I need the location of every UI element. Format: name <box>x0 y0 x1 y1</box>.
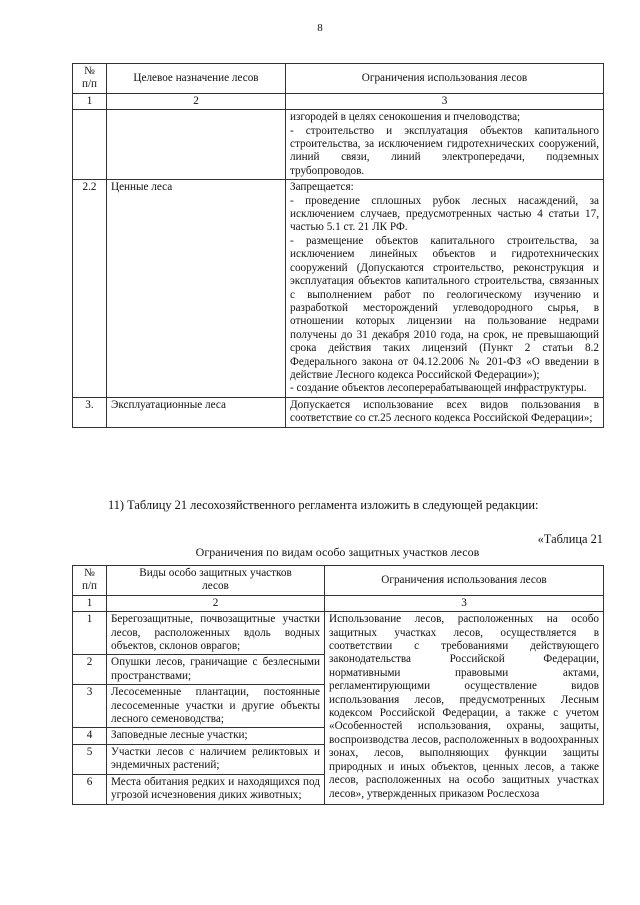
index-cell: 1 <box>73 93 107 109</box>
header-restrictions: Ограничения использования лесов <box>286 64 604 94</box>
table-row <box>73 612 604 655</box>
header-area-types: Виды особо защитных участков лесов <box>107 566 325 596</box>
table-caption: «Таблица 21 <box>537 532 603 546</box>
forest-purpose-table <box>72 63 604 428</box>
row-area-type: Опушки лесов, граничащие с безлесными пространствами; <box>107 655 325 685</box>
table-row <box>73 110 604 180</box>
table-index-row <box>73 595 604 611</box>
row-area-type: Участки лесов с наличием реликтовых и эндемичных растений; <box>107 744 325 774</box>
row-number: 4 <box>73 728 107 744</box>
row-area-type: Берегозащитные, почвозащитные участки лесов, расположенных вдоль водных объектов, склонов оврагов; <box>107 612 325 655</box>
row-area-type: Лесосеменные плантации, постоянные лесосеменные участки и другие объекты лесного семеноводства; <box>107 685 325 728</box>
restriction-text: Использование лесов, расположенных на особо защитных участках лесов, осуществляется в соответствии с требованиями действующего законодательства Российской Федерации, нормативными правовыми актами, регламентирующими осуществление видов использования лесов, предусмотренных Лесным кодексом Российской Федерации, а также с учетом «Особенностей использования, охраны, защиты, воспроизводства лесов, расположенных в водоохранных зонах, лесов, выполняющих функции защиты природных и иных объектов, ценных лесов, а также лесов, расположенных на особо защитных участках лесов», утвержденных приказом Рослесхоза <box>325 612 604 804</box>
row-number: 5 <box>73 744 107 774</box>
row-restrictions: Запрещается: - проведение сплошных рубок лесных насаждений, за исключением случаев, предусмотренных частью 4 статьи 17, частью 5.1 ст. 21 ЛК РФ. - размещение объектов капитального строительства, за исключением линейных объектов и гидротехнических сооружений (Допускаются строительство, реконструкция и эксплуатация объектов капитального строительства, связанных с выполнением работ по геологическому изучению и разработкой месторождений углеводородного сырья, в отношении которых лицензии на пользование недрами получены до 31 декабря 2010 года, на срок, не превышающий срока действия таких лицензий (Пункт 2 статьи 8.2 Федерального закона от 04.12.2006 № 201-ФЗ «О введении в действие Лесного кодекса Российской Федерации»); - создание объектов лесоперерабатывающей инфраструктуры. <box>286 180 604 398</box>
row-area-type: Заповедные лесные участки; <box>107 728 325 744</box>
row-number: 2.2 <box>73 180 107 398</box>
index-cell: 2 <box>107 93 286 109</box>
table-row <box>73 180 604 398</box>
row-purpose: Эксплуатационные леса <box>107 397 286 427</box>
page-number: 8 <box>317 22 323 34</box>
header-purpose: Целевое назначение лесов <box>107 64 286 94</box>
table-header-row <box>73 64 604 94</box>
table-row <box>73 397 604 427</box>
amendment-paragraph: 11) Таблицу 21 лесохозяйственного регламента изложить в следующей редакции: <box>108 498 539 512</box>
row-restrictions: Допускается использование всех видов пользования в соответствие со ст.25 лесного кодекса Российской Федерации»; <box>286 397 604 427</box>
protected-areas-table <box>72 565 604 805</box>
row-area-type: Места обитания редких и находящихся под угрозой исчезновения диких животных; <box>107 774 325 804</box>
header-number: № п/п <box>73 64 107 94</box>
row-number: 1 <box>73 612 107 655</box>
index-cell: 3 <box>286 93 604 109</box>
table-title: Ограничения по видам особо защитных участков лесов <box>195 545 480 559</box>
table-header-row <box>73 566 604 596</box>
index-cell: 1 <box>73 595 107 611</box>
header-number: № п/п <box>73 566 107 596</box>
row-number <box>73 110 107 180</box>
row-number: 2 <box>73 655 107 685</box>
row-restrictions: изгородей в целях сенокошения и пчеловодства; - строительство и эксплуатация объектов капитального строительства, за исключением гидротехнических сооружений, линий связи, линий электропередачи, подземных трубопроводов. <box>286 110 604 180</box>
row-purpose: Ценные леса <box>107 180 286 398</box>
header-restrictions: Ограничения использования лесов <box>325 566 604 596</box>
row-number: 3. <box>73 397 107 427</box>
row-purpose <box>107 110 286 180</box>
index-cell: 2 <box>107 595 325 611</box>
row-number: 3 <box>73 685 107 728</box>
table-index-row <box>73 93 604 109</box>
row-number: 6 <box>73 774 107 804</box>
index-cell: 3 <box>325 595 604 611</box>
